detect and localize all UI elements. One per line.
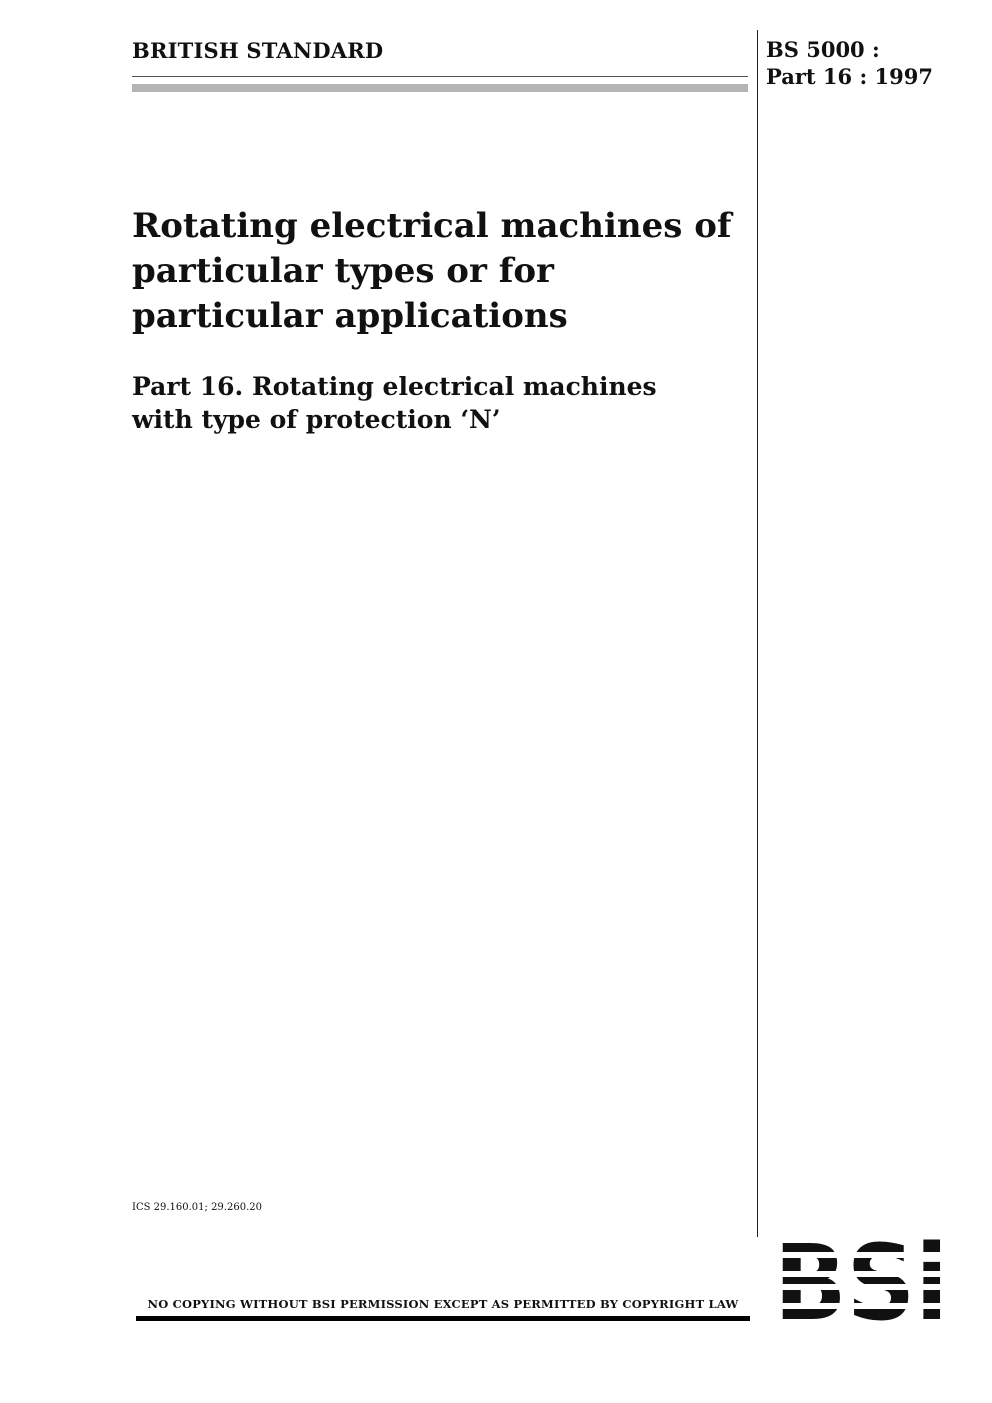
standard-number-line2: Part 16 : 1997: [766, 64, 933, 89]
part-title-line: with type of protection ‘N’: [132, 405, 501, 434]
header-label: BRITISH STANDARD: [132, 38, 384, 63]
header-thin-rule: [132, 76, 748, 77]
header-grey-bar: [132, 84, 748, 92]
standard-number: [766, 36, 933, 90]
bsi-logo: [774, 1239, 948, 1324]
part-title-line: Part 16. Rotating electrical machines: [132, 372, 657, 401]
title-line: Rotating electrical machines of: [132, 206, 732, 246]
part-title: [132, 370, 752, 436]
footer-rule: [136, 1316, 750, 1321]
standard-number-line1: BS 5000 :: [766, 37, 880, 62]
vertical-divider: [757, 30, 758, 1237]
document-title: [132, 204, 752, 339]
title-line: particular types or for: [132, 251, 554, 291]
ics-code: ICS 29.160.01; 29.260.20: [132, 1202, 262, 1213]
copyright-notice: NO COPYING WITHOUT BSI PERMISSION EXCEPT AS PERMITTED BY COPYRIGHT LAW: [147, 1297, 739, 1311]
title-line: particular applications: [132, 296, 568, 336]
